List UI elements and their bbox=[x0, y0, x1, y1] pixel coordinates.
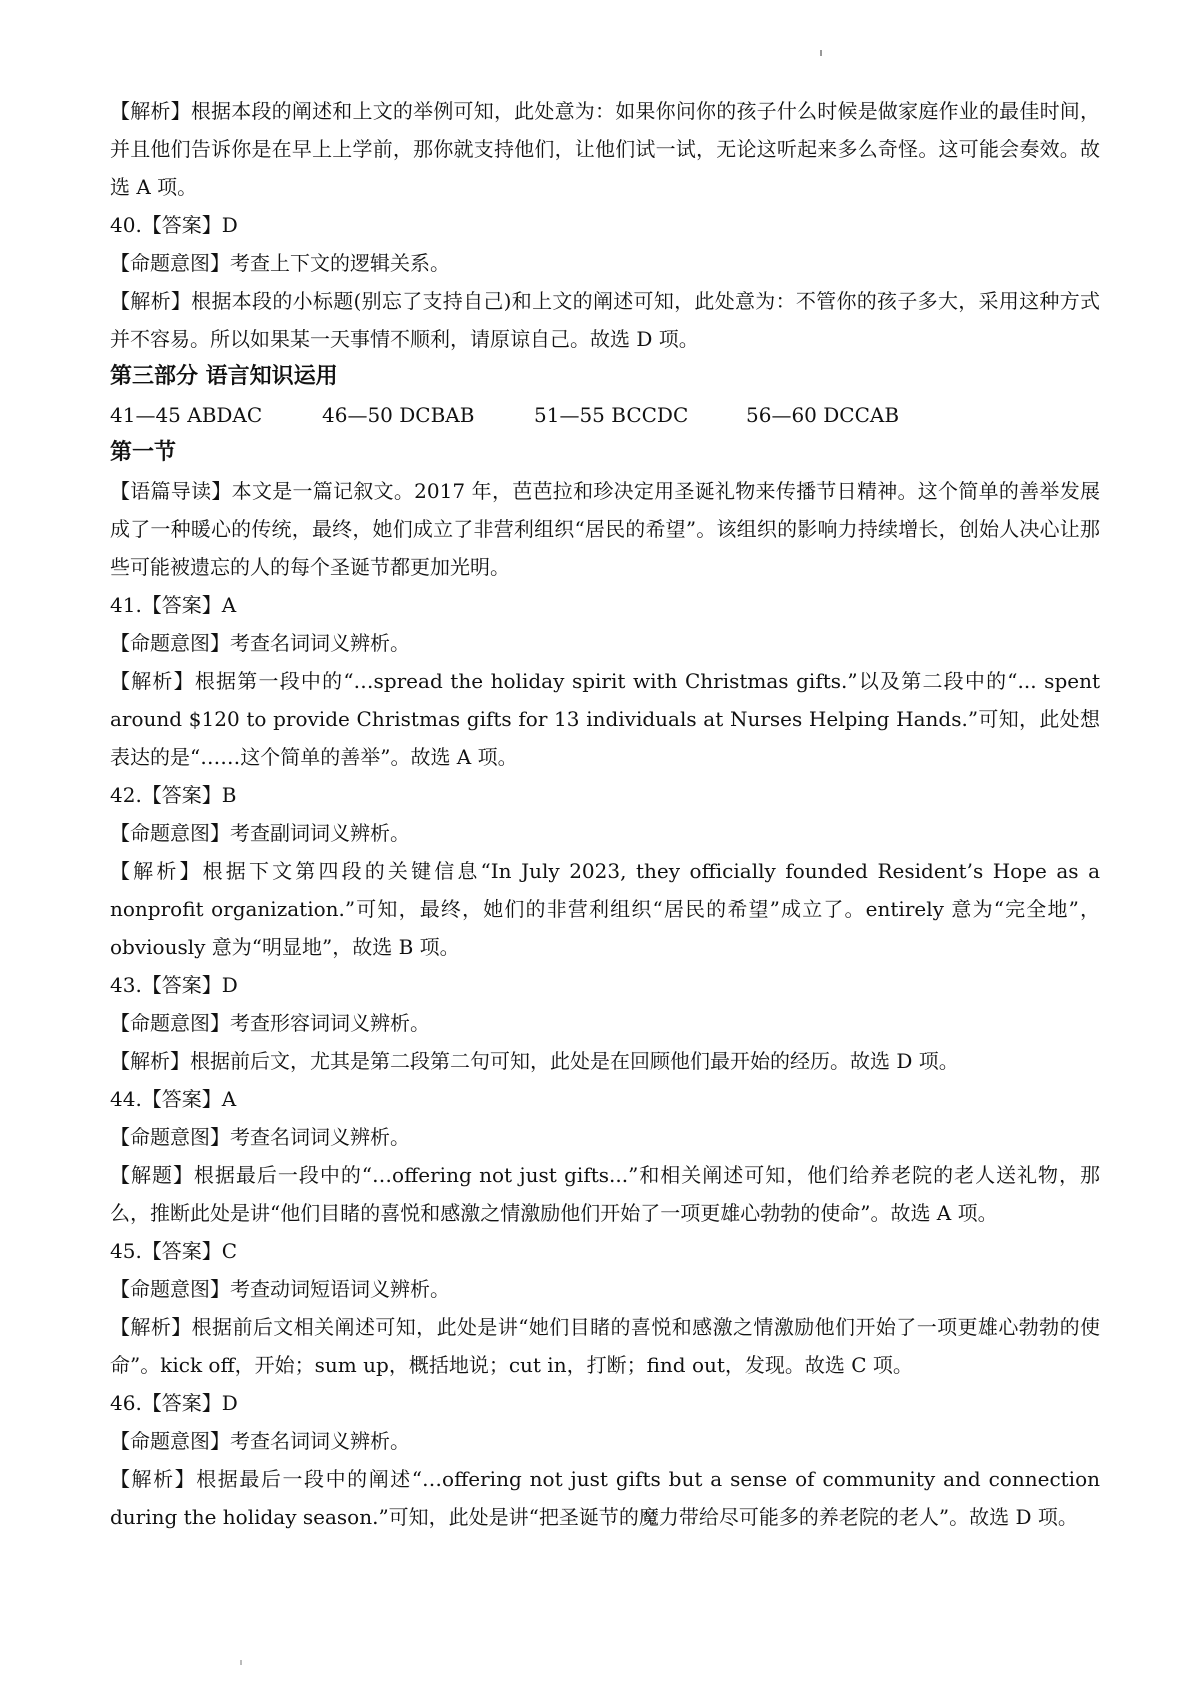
analysis-42: 【解析】根据下文第四段的关键信息“In July 2023, they officially founded Resident’s Hope as a nonprofit organization.”可知，最终，她们的非营利组织“居民的希望”成立了。entirely 意为“完全地”， obviously 意为“明显地”，故选 B 项。 bbox=[110, 859, 1100, 959]
analysis-40: 【解析】根据本段的小标题(别忘了支持自己)和上文的阐述可知，此处意为：不管你的孩子多大，采用这种方式并不容易。所以如果某一天事情不顺利，请原谅自己。故选 D 项。 bbox=[110, 289, 1100, 351]
answer-group: 41—45 ABDAC bbox=[110, 403, 263, 427]
intent-43: 【命题意图】考查形容词词义辨析。 bbox=[110, 1011, 430, 1035]
analysis-39: 【解析】根据本段的阐述和上文的举例可知，此处意为：如果你问你的孩子什么时候是做家庭作业的最佳时间，并且他们告诉你是在早上上学前，那你就支持他们，让他们试一试，无论这听起来多么奇怪。这可能会奏效。故选 A 项。 bbox=[110, 99, 1100, 199]
section-title: 第三部分 语言知识运用 bbox=[110, 364, 338, 389]
analysis-46: 【解析】根据最后一段中的阐述“…offering not just gifts but a sense of community and connection during the holiday season.”可知，此处是讲“把圣诞节的魔力带给尽可能多的养老院的老人”。故选 D 项。 bbox=[110, 1467, 1100, 1529]
analysis-41: 【解析】根据第一段中的“…spread the holiday spirit with Christmas gifts.”以及第二段中的“... spent around $120 to provide Christmas gifts for 13 individuals at Nurses Helping Hands.”可知，此处想表达的是“……这个简单的善举”。故选 A 项。 bbox=[110, 669, 1100, 769]
answer-group: 46—50 DCBAB bbox=[322, 403, 475, 427]
answer-43: 43.【答案】D bbox=[110, 973, 238, 997]
analysis-44: 【解题】根据最后一段中的“…offering not just gifts...”和相关阐述可知，他们给养老院的老人送礼物，那么，推断此处是讲“他们目睹的喜悦和感激之情激励他们开始了一项更雄心勃勃的使命”。故选 A 项。 bbox=[110, 1163, 1100, 1225]
answer-44: 44.【答案】A bbox=[110, 1087, 237, 1111]
intent-46: 【命题意图】考查名词词义辨析。 bbox=[110, 1429, 410, 1453]
answer-42: 42.【答案】B bbox=[110, 783, 237, 807]
answer-key-row bbox=[110, 396, 1100, 434]
answer-40: 40.【答案】D bbox=[110, 213, 238, 237]
intent-41: 【命题意图】考查名词词义辨析。 bbox=[110, 631, 410, 655]
analysis-45: 【解析】根据前后文相关阐述可知，此处是讲“她们目睹的喜悦和感激之情激励他们开始了一项更雄心勃勃的使命”。kick off，开始；sum up，概括地说；cut in，打断；find out，发现。故选 C 项。 bbox=[110, 1315, 1100, 1377]
subsection-title: 第一节 bbox=[110, 440, 177, 465]
answer-46: 46.【答案】D bbox=[110, 1391, 238, 1415]
answer-group: 56—60 DCCAB bbox=[746, 403, 900, 427]
intent-45: 【命题意图】考查动词短语词义辨析。 bbox=[110, 1277, 450, 1301]
scan-mark bbox=[820, 50, 822, 56]
passage-intro: 【语篇导读】本文是一篇记叙文。2017 年，芭芭拉和珍决定用圣诞礼物来传播节日精神。这个简单的善举发展成了一种暖心的传统，最终，她们成立了非营利组织“居民的希望”。该组织的影响力持续增长，创始人决心让那些可能被遗忘的人的每个圣诞节都更加光明。 bbox=[110, 479, 1100, 579]
answer-45: 45.【答案】C bbox=[110, 1239, 238, 1263]
analysis-43: 【解析】根据前后文，尤其是第二段第二句可知，此处是在回顾他们最开始的经历。故选 D 项。 bbox=[110, 1049, 959, 1073]
answer-41: 41.【答案】A bbox=[110, 593, 237, 617]
document-body bbox=[110, 92, 1100, 1536]
intent-44: 【命题意图】考查名词词义辨析。 bbox=[110, 1125, 410, 1149]
intent-40: 【命题意图】考查上下文的逻辑关系。 bbox=[110, 251, 450, 275]
answer-group: 51—55 BCCDC bbox=[534, 403, 689, 427]
intent-42: 【命题意图】考查副词词义辨析。 bbox=[110, 821, 410, 845]
scan-mark bbox=[240, 1660, 242, 1665]
